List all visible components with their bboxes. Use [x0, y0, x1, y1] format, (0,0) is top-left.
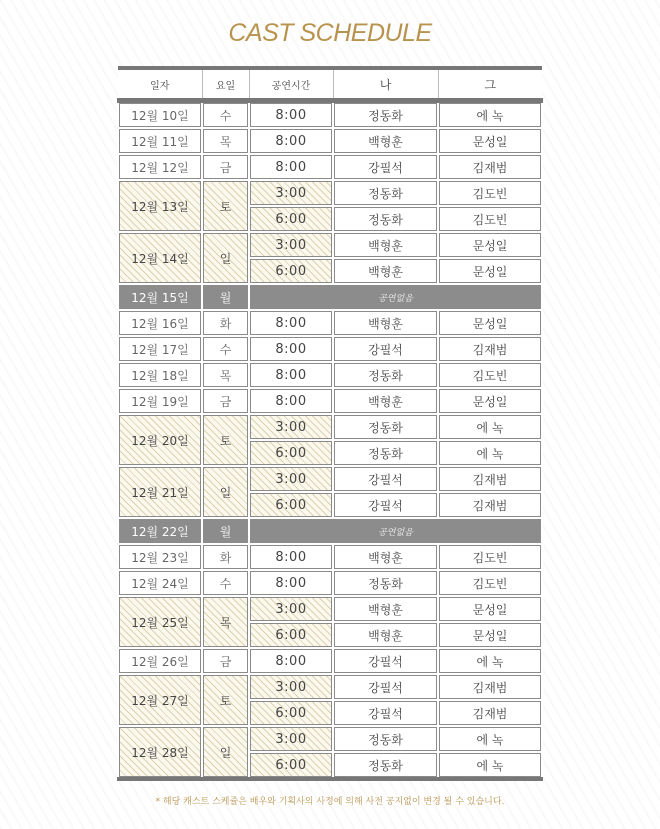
time-cell: 6:00 [249, 622, 333, 648]
header-day: 요일 [202, 68, 249, 101]
day-cell: 수 [202, 570, 249, 596]
table-row [118, 128, 542, 154]
cast-1-cell: 정동화 [333, 362, 438, 388]
table-header-row [118, 68, 542, 101]
cast-2-cell: 에 녹 [438, 101, 542, 129]
cast-1-cell: 백형훈 [333, 258, 438, 284]
date-cell: 12월 24일 [118, 570, 202, 596]
cast-2-cell: 문성일 [438, 596, 542, 622]
table-row [118, 180, 542, 206]
time-cell: 8:00 [249, 310, 333, 336]
time-cell: 3:00 [249, 414, 333, 440]
cast-2-cell: 김재범 [438, 154, 542, 180]
day-cell: 목 [202, 362, 249, 388]
table-row [118, 154, 542, 180]
day-cell: 화 [202, 310, 249, 336]
cast-2-cell: 김도빈 [438, 180, 542, 206]
day-cell: 금 [202, 388, 249, 414]
day-cell: 수 [202, 101, 249, 129]
table-row [118, 101, 542, 129]
date-cell: 12월 11일 [118, 128, 202, 154]
cast-1-cell: 정동화 [333, 414, 438, 440]
day-cell: 목 [202, 596, 249, 648]
time-cell: 6:00 [249, 440, 333, 466]
cast-2-cell: 김재범 [438, 466, 542, 492]
cast-1-cell: 정동화 [333, 752, 438, 779]
cast-2-cell: 에 녹 [438, 414, 542, 440]
day-cell: 금 [202, 154, 249, 180]
cast-1-cell: 강필석 [333, 154, 438, 180]
cast-2-cell: 에 녹 [438, 440, 542, 466]
day-cell: 월 [202, 518, 249, 544]
cast-2-cell: 김재범 [438, 700, 542, 726]
time-cell: 8:00 [249, 362, 333, 388]
table-row [118, 674, 542, 700]
date-cell: 12월 23일 [118, 544, 202, 570]
time-cell: 3:00 [249, 232, 333, 258]
time-cell: 3:00 [249, 466, 333, 492]
cast-2-cell: 김도빈 [438, 362, 542, 388]
date-cell: 12월 19일 [118, 388, 202, 414]
no-show-cell: 공연없음 [249, 284, 542, 310]
cast-1-cell: 강필석 [333, 648, 438, 674]
cast-2-cell: 문성일 [438, 388, 542, 414]
day-cell: 월 [202, 284, 249, 310]
table-row [118, 648, 542, 674]
time-cell: 3:00 [249, 180, 333, 206]
cast-1-cell: 강필석 [333, 492, 438, 518]
time-cell: 6:00 [249, 492, 333, 518]
cast-2-cell: 문성일 [438, 310, 542, 336]
time-cell: 6:00 [249, 752, 333, 779]
cast-2-cell: 에 녹 [438, 726, 542, 752]
cast-1-cell: 정동화 [333, 180, 438, 206]
time-cell: 8:00 [249, 154, 333, 180]
day-cell: 토 [202, 180, 249, 232]
cast-2-cell: 에 녹 [438, 752, 542, 779]
time-cell: 6:00 [249, 258, 333, 284]
time-cell: 8:00 [249, 570, 333, 596]
table-row [118, 596, 542, 622]
day-cell: 목 [202, 128, 249, 154]
table-bottom-rule [118, 779, 542, 785]
cast-1-cell: 백형훈 [333, 128, 438, 154]
table-row-no-show [118, 518, 542, 544]
cast-2-cell: 문성일 [438, 258, 542, 284]
cast-1-cell: 백형훈 [333, 232, 438, 258]
schedule-body [118, 101, 542, 780]
table-row [118, 726, 542, 752]
no-show-cell: 공연없음 [249, 518, 542, 544]
date-cell: 12월 15일 [118, 284, 202, 310]
day-cell: 금 [202, 648, 249, 674]
header-cast-2: 그 [438, 68, 542, 101]
table-row [118, 362, 542, 388]
day-cell: 일 [202, 726, 249, 779]
time-cell: 3:00 [249, 596, 333, 622]
cast-2-cell: 김도빈 [438, 570, 542, 596]
cast-2-cell: 김도빈 [438, 206, 542, 232]
cast-schedule-table [117, 66, 543, 785]
time-cell: 8:00 [249, 388, 333, 414]
date-cell: 12월 16일 [118, 310, 202, 336]
day-cell: 일 [202, 466, 249, 518]
cast-1-cell: 강필석 [333, 674, 438, 700]
time-cell: 8:00 [249, 648, 333, 674]
cast-1-cell: 정동화 [333, 206, 438, 232]
table-row [118, 544, 542, 570]
date-cell: 12월 10일 [118, 101, 202, 129]
date-cell: 12월 21일 [118, 466, 202, 518]
cast-1-cell: 정동화 [333, 726, 438, 752]
table-row [118, 388, 542, 414]
table-row [118, 466, 542, 492]
cast-1-cell: 정동화 [333, 440, 438, 466]
day-cell: 화 [202, 544, 249, 570]
cast-2-cell: 김재범 [438, 336, 542, 362]
cast-1-cell: 정동화 [333, 101, 438, 129]
date-cell: 12월 18일 [118, 362, 202, 388]
time-cell: 8:00 [249, 544, 333, 570]
cast-1-cell: 강필석 [333, 336, 438, 362]
cast-1-cell: 백형훈 [333, 622, 438, 648]
date-cell: 12월 27일 [118, 674, 202, 726]
page-title: CAST SCHEDULE [228, 19, 432, 47]
table-row [118, 310, 542, 336]
day-cell: 토 [202, 674, 249, 726]
date-cell: 12월 12일 [118, 154, 202, 180]
schedule-notice: * 해당 캐스트 스케쥴은 배우와 기획사의 사정에 의해 사전 공지없이 변경 될 수 있습니다. [155, 797, 505, 807]
cast-2-cell: 김재범 [438, 674, 542, 700]
table-row [118, 232, 542, 258]
cast-1-cell: 백형훈 [333, 310, 438, 336]
cast-2-cell: 문성일 [438, 128, 542, 154]
header-cast-1: 나 [333, 68, 438, 101]
table-row [118, 336, 542, 362]
time-cell: 8:00 [249, 128, 333, 154]
date-cell: 12월 25일 [118, 596, 202, 648]
time-cell: 8:00 [249, 336, 333, 362]
date-cell: 12월 17일 [118, 336, 202, 362]
time-cell: 6:00 [249, 700, 333, 726]
cast-1-cell: 백형훈 [333, 388, 438, 414]
date-cell: 12월 22일 [118, 518, 202, 544]
date-cell: 12월 28일 [118, 726, 202, 779]
cast-1-cell: 백형훈 [333, 544, 438, 570]
day-cell: 토 [202, 414, 249, 466]
time-cell: 6:00 [249, 206, 333, 232]
cast-1-cell: 강필석 [333, 700, 438, 726]
cast-2-cell: 김도빈 [438, 544, 542, 570]
date-cell: 12월 26일 [118, 648, 202, 674]
time-cell: 3:00 [249, 726, 333, 752]
cast-2-cell: 문성일 [438, 622, 542, 648]
cast-1-cell: 백형훈 [333, 596, 438, 622]
table-row [118, 414, 542, 440]
table-row-no-show [118, 284, 542, 310]
cast-2-cell: 김재범 [438, 492, 542, 518]
time-cell: 3:00 [249, 674, 333, 700]
date-cell: 12월 14일 [118, 232, 202, 284]
cast-1-cell: 강필석 [333, 466, 438, 492]
header-date: 일자 [118, 68, 202, 101]
date-cell: 12월 20일 [118, 414, 202, 466]
day-cell: 일 [202, 232, 249, 284]
date-cell: 12월 13일 [118, 180, 202, 232]
cast-2-cell: 문성일 [438, 232, 542, 258]
table-row [118, 570, 542, 596]
day-cell: 수 [202, 336, 249, 362]
header-time: 공연시간 [249, 68, 333, 101]
cast-2-cell: 에 녹 [438, 648, 542, 674]
cast-1-cell: 정동화 [333, 570, 438, 596]
time-cell: 8:00 [249, 101, 333, 129]
